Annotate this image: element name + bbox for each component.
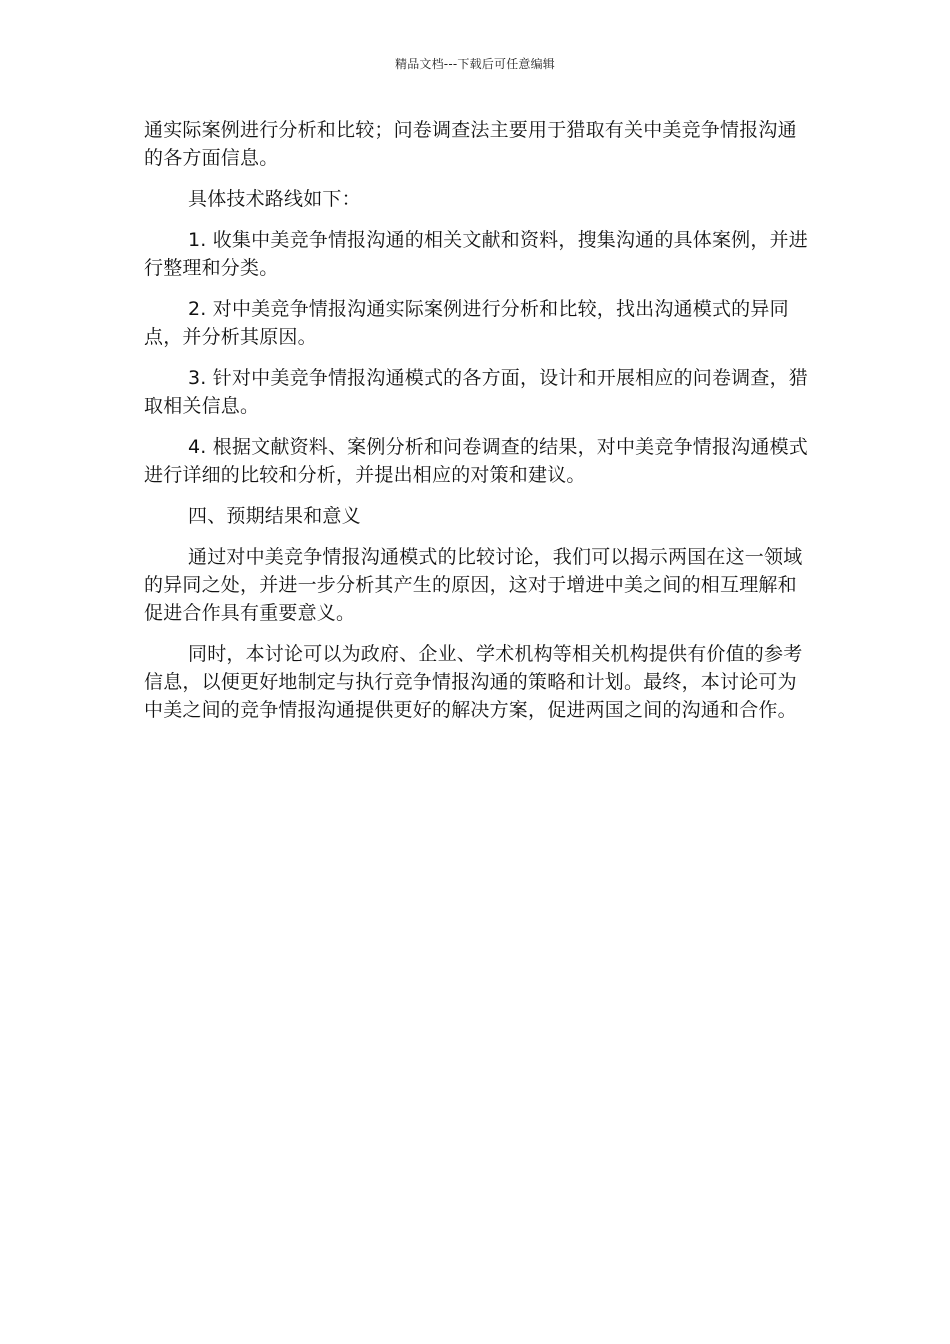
list-item-step-1: 1. 收集中美竞争情报沟通的相关文献和资料，搜集沟通的具体案例，并进行整理和分类。: [144, 229, 808, 279]
paragraph-conclusion: 同时，本讨论可以为政府、企业、学术机构等相关机构提供有价值的参考信息，以便更好地制定与执行竞争情报沟通的策略和计划。最终，本讨论可为中美之间的竞争情报沟通提供更好的解决方案，促进两国之间的沟通和合作。: [144, 643, 803, 721]
page-header: 精品文档---下载后可任意编辑: [395, 57, 555, 71]
document-body: [144, 116, 808, 737]
paragraph-continued: 通实际案例进行分析和比较；问卷调查法主要用于猎取有关中美竞争情报沟通的各方面信息。: [144, 119, 797, 169]
paragraph-significance: 通过对中美竞争情报沟通模式的比较讨论，我们可以揭示两国在这一领域的异同之处，并进一步分析其产生的原因，这对于增进中美之间的相互理解和促进合作具有重要意义。: [144, 546, 803, 624]
paragraph-tech-route-intro: 具体技术路线如下：: [188, 188, 361, 210]
list-item-step-4: 4. 根据文献资料、案例分析和问卷调查的结果，对中美竞争情报沟通模式进行详细的比较和分析，并提出相应的对策和建议。: [144, 436, 808, 486]
list-item-step-2: 2. 对中美竞争情报沟通实际案例进行分析和比较，找出沟通模式的异同点，并分析其原因。: [144, 298, 789, 348]
list-item-step-3: 3. 针对中美竞争情报沟通模式的各方面，设计和开展相应的问卷调查，猎取相关信息。: [144, 367, 808, 417]
section-heading-expected-results: 四、预期结果和意义: [188, 505, 361, 527]
